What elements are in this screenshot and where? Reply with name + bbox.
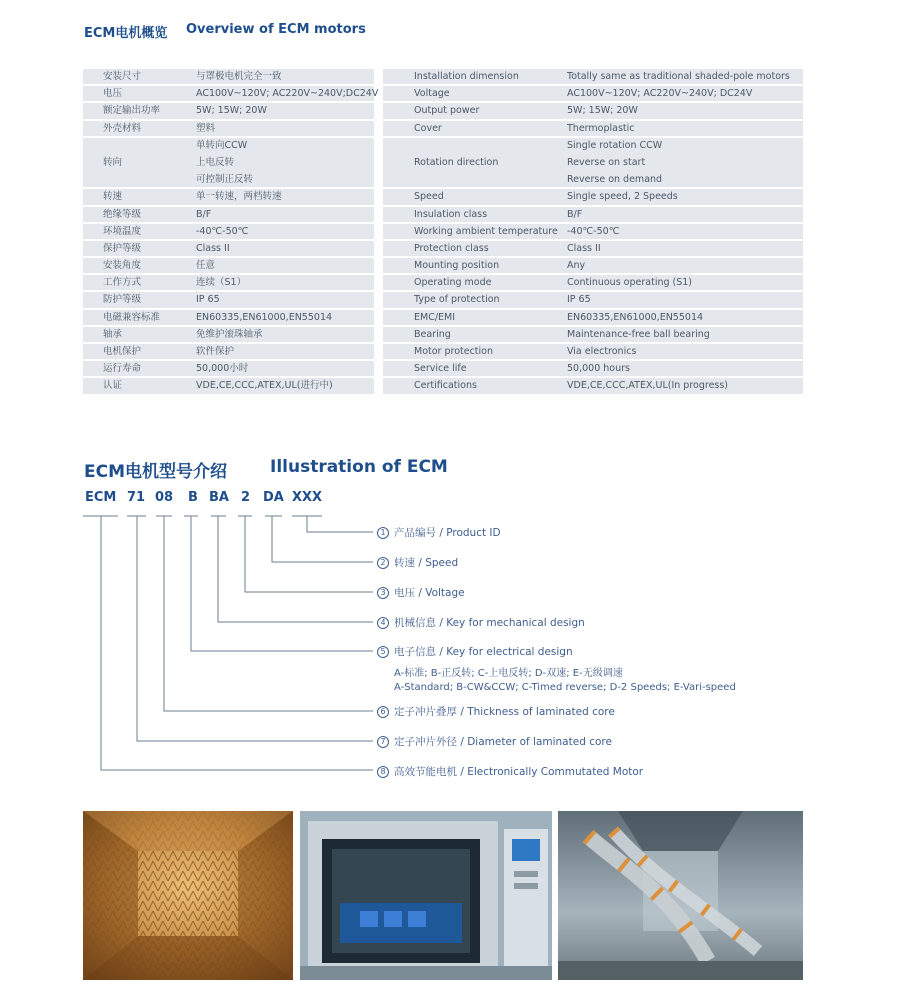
- illustration-title-en: Illustration of ECM: [270, 457, 448, 477]
- legend-text-6: 定子冲片叠厚 / Thickness of laminated core: [394, 706, 615, 718]
- connector-line-3: [238, 516, 373, 592]
- spec-label-en: Cover: [414, 122, 442, 134]
- legend-text-7: 定子冲片外径 / Diameter of laminated core: [394, 736, 612, 748]
- spec-value-line: IP 65: [567, 294, 591, 306]
- spec-label-zh: 转速: [103, 191, 123, 203]
- spec-value-line: IP 65: [196, 294, 220, 306]
- spec-value-line: Reverse on start: [567, 156, 646, 168]
- overview-title-en: Overview of ECM motors: [186, 22, 366, 37]
- code-part-xxx: XXX: [292, 490, 323, 505]
- spec-value-line: Via electronics: [567, 346, 637, 358]
- spec-value-line: -40℃-50℃: [196, 225, 249, 237]
- spec-value-line: 上电反转: [196, 156, 235, 168]
- anechoic-chamber-photo: [83, 811, 293, 980]
- spec-value-line: AC100V~120V; AC220V~240V;DC24V: [196, 88, 379, 100]
- spec-label-zh: 环境温度: [103, 225, 142, 237]
- spec-label-zh: 轴承: [103, 328, 123, 340]
- legend-number-6: 6: [377, 706, 389, 718]
- legend-speed: [377, 555, 458, 570]
- spec-value-line: Totally same as traditional shaded-pole motors: [567, 71, 790, 82]
- code-part-b: B: [188, 490, 198, 505]
- spec-value-line: 5W; 15W; 20W: [196, 105, 267, 117]
- legend-core-thickness: [377, 704, 615, 719]
- legend-text-5: 电子信息 / Key for electrical design: [394, 646, 573, 658]
- legend-voltage: [377, 585, 465, 600]
- legend-mechanical-design: [377, 615, 585, 630]
- spec-value-line: EN60335,EN61000,EN55014: [196, 311, 333, 323]
- spec-value-line: VDE,CE,CCC,ATEX,UL(进行中): [196, 380, 333, 392]
- spec-value-line: Continuous operating (S1): [567, 277, 693, 289]
- legend-number-7: 7: [377, 736, 389, 748]
- spec-value-line: 50,000小时: [196, 363, 249, 375]
- legend-electrical-options-zh: A-标准; B-正反转; C-上电反转; D-双速; E-无级调速: [394, 668, 623, 679]
- legend-text-2: 转速 / Speed: [394, 557, 459, 569]
- legend-text-8: 高效节能电机 / Electronically Commutated Motor: [394, 766, 644, 778]
- code-part-ecm: ECM: [85, 490, 117, 505]
- spec-label-zh: 认证: [103, 380, 123, 392]
- spec-label-zh: 电机保护: [103, 346, 142, 358]
- spec-label-zh: 转向: [103, 156, 123, 168]
- code-part-2: 2: [241, 490, 251, 505]
- spec-label-en: Speed: [414, 191, 444, 203]
- code-part-08: 08: [155, 490, 174, 505]
- spec-label-zh: 运行寿命: [103, 363, 142, 375]
- spec-label-zh: 防护等级: [103, 294, 142, 306]
- spec-label-en: Rotation direction: [414, 156, 499, 168]
- connector-line-2: [265, 516, 373, 562]
- spec-value-line: Single rotation CCW: [567, 139, 663, 151]
- legend-number-8: 8: [377, 766, 389, 778]
- connector-line-1: [292, 516, 373, 532]
- connector-line-5: [184, 516, 373, 651]
- spec-value-line: 塑料: [196, 122, 216, 134]
- spec-label-zh: 电磁兼容标准: [103, 311, 161, 323]
- code-part-da: DA: [263, 490, 284, 505]
- spec-label-en: EMC/EMI: [414, 311, 456, 323]
- spec-label-zh: 额定输出功率: [103, 105, 161, 117]
- spec-label-en: Insulation class: [414, 208, 488, 220]
- spec-value-line: 5W; 15W; 20W: [567, 105, 638, 117]
- spec-value-line: AC100V~120V; AC220V~240V; DC24V: [567, 88, 753, 100]
- spec-value-line: -40℃-50℃: [567, 225, 620, 237]
- legend-ec-motor: [377, 764, 643, 779]
- legend-electrical-design: [377, 644, 573, 659]
- spec-value-line: 软件保护: [196, 346, 235, 358]
- spec-label-en: Certifications: [414, 380, 477, 392]
- spec-label-en: Mounting position: [414, 260, 500, 272]
- spec-label-en: Protection class: [414, 242, 489, 254]
- spec-value-line: 单一转速，两档转速: [196, 191, 282, 203]
- spec-label-en: Type of protection: [414, 294, 500, 306]
- legend-number-5: 5: [377, 646, 389, 658]
- spec-value-line: 连续（S1）: [196, 277, 247, 289]
- spec-value-line: 单转向CCW: [196, 139, 248, 151]
- spec-value-line: Maintenance-free ball bearing: [567, 328, 710, 340]
- code-part-71: 71: [127, 490, 146, 505]
- overview-title-zh: ECM电机概览: [84, 26, 168, 41]
- legend-electrical-options-en: A-Standard; B-CW&CCW; C-Timed reverse; D-2 Speeds; E-Vari-speed: [394, 682, 736, 693]
- legend-number-4: 4: [377, 617, 389, 629]
- spec-label-en: Service life: [414, 363, 467, 375]
- spec-value-line: VDE,CE,CCC,ATEX,UL(In progress): [567, 380, 729, 392]
- spec-value-line: Single speed, 2 Speeds: [567, 191, 678, 203]
- spec-value-line: Class II: [567, 242, 601, 254]
- spec-label-en: Motor protection: [414, 346, 494, 358]
- legend-number-1: 1: [377, 527, 389, 539]
- spec-label-zh: 电压: [103, 88, 123, 100]
- spec-value-line: Thermoplastic: [567, 122, 635, 134]
- spec-value-line: 与罩极电机完全一致: [196, 71, 282, 82]
- spec-label-en: Operating mode: [414, 277, 492, 289]
- spec-label-en: Output power: [414, 105, 480, 117]
- legend-text-1: 产品编号 / Product ID: [394, 527, 501, 539]
- spec-value-line: 任意: [196, 260, 216, 272]
- illustration-title-zh: ECM电机型号介绍: [84, 462, 228, 482]
- spec-label-en: Voltage: [414, 88, 450, 100]
- legend-text-3: 电压 / Voltage: [394, 587, 465, 599]
- spec-value-line: 免维护滚珠轴承: [196, 328, 263, 340]
- legend-number-3: 3: [377, 587, 389, 599]
- connector-line-8: [83, 516, 373, 770]
- spec-label-zh: 安装尺寸: [103, 71, 142, 82]
- climate-test-chamber-photo: [300, 811, 552, 980]
- spec-label-zh: 安装角度: [103, 260, 142, 272]
- spec-label-zh: 保护等级: [103, 242, 142, 254]
- spec-label-zh: 工作方式: [103, 277, 142, 289]
- spec-value-line: EN60335,EN61000,EN55014: [567, 311, 704, 323]
- spec-value-line: Reverse on demand: [567, 174, 663, 186]
- code-part-ba: BA: [209, 490, 229, 505]
- spec-value-line: Class II: [196, 242, 230, 254]
- legend-product-id: [377, 525, 501, 540]
- spec-value-line: 50,000 hours: [567, 363, 630, 375]
- spec-label-en: Installation dimension: [414, 71, 519, 82]
- legend-text-4: 机械信息 / Key for mechanical design: [394, 617, 585, 629]
- spec-value-line: B/F: [196, 208, 212, 220]
- connector-line-6: [156, 516, 373, 711]
- spec-value-line: 可控制正反转: [196, 174, 254, 186]
- spec-label-zh: 绝缘等级: [103, 208, 142, 220]
- legend-core-diameter: [377, 734, 612, 749]
- spec-label-zh: 外壳材料: [103, 122, 142, 134]
- spec-label-en: Bearing: [414, 328, 451, 340]
- spec-label-en: Working ambient temperature: [414, 225, 558, 237]
- legend-number-2: 2: [377, 557, 389, 569]
- spec-value-line: B/F: [567, 208, 583, 220]
- test-lab-ducts-photo: [558, 811, 803, 980]
- spec-value-line: Any: [567, 260, 586, 272]
